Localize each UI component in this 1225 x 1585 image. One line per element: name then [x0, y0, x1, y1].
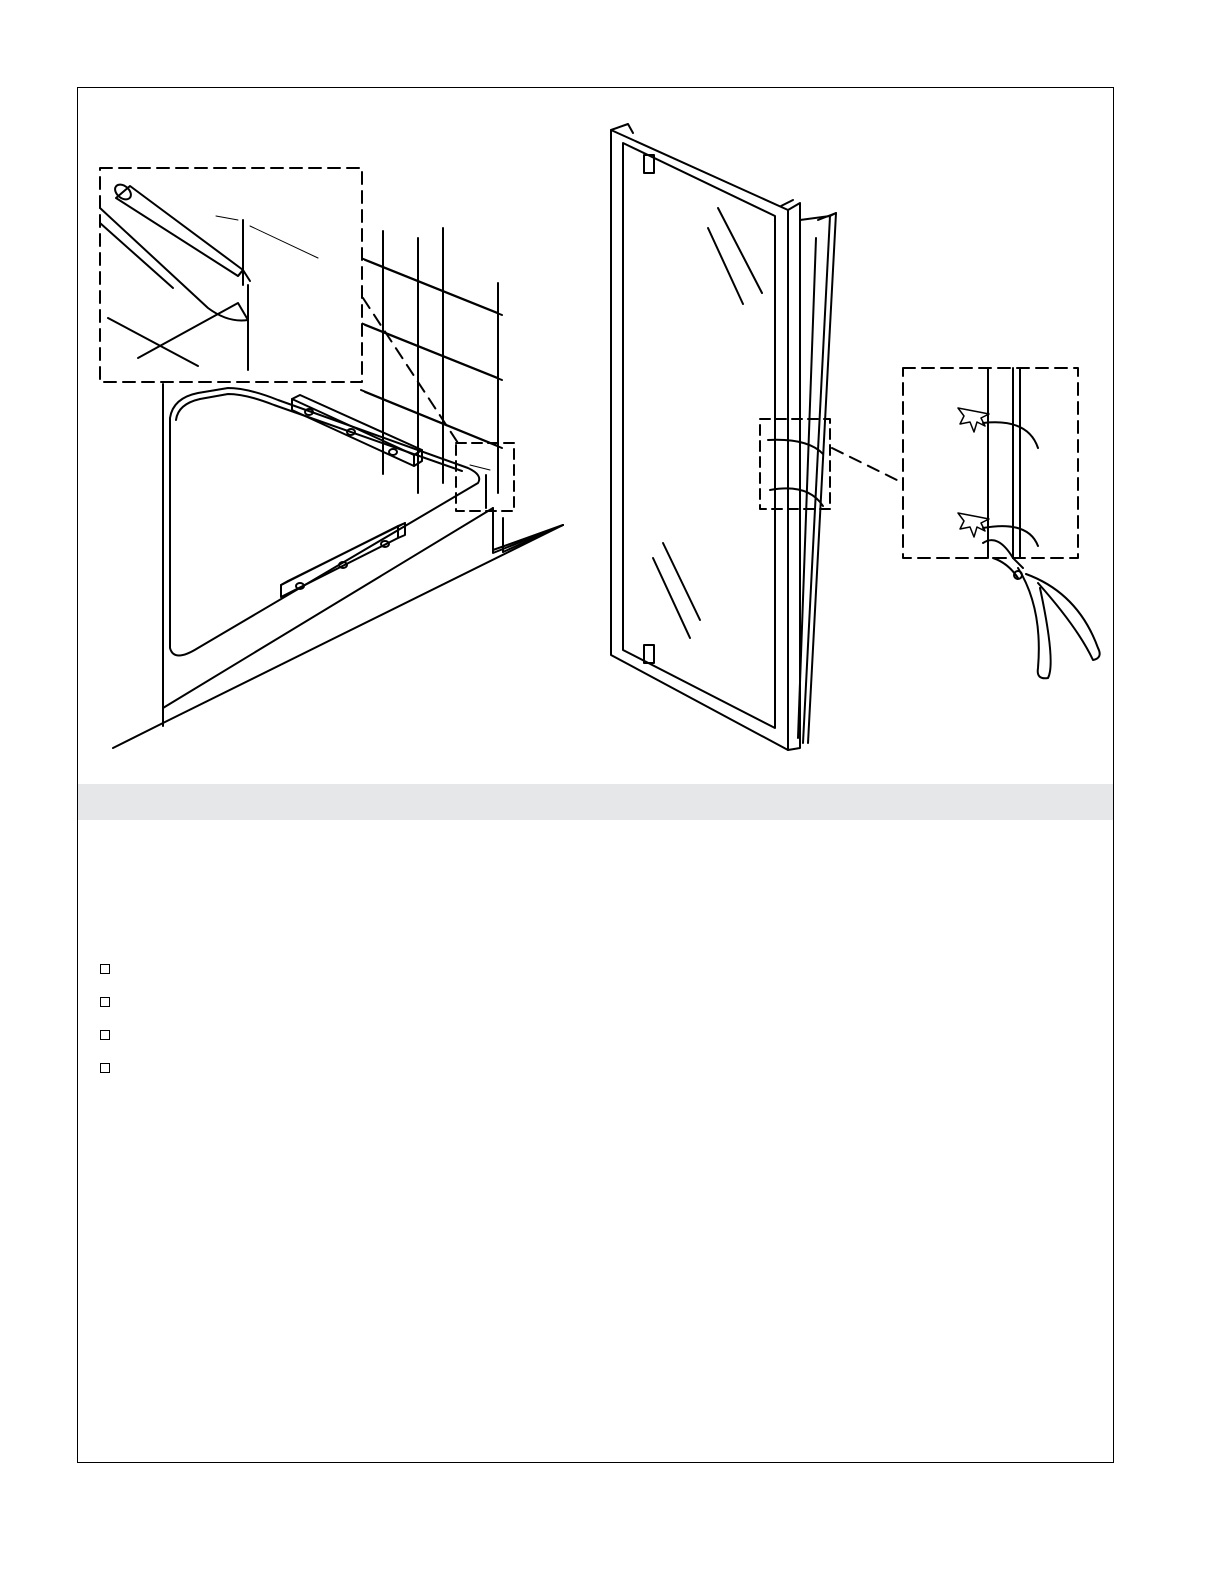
cut-ties-callout — [903, 368, 1100, 678]
checkbox[interactable] — [100, 1030, 110, 1040]
checkbox[interactable] — [100, 997, 110, 1007]
checkbox[interactable] — [100, 964, 110, 974]
checklist-item[interactable] — [100, 952, 120, 985]
checklist-item[interactable] — [100, 1051, 120, 1084]
shower-base-scene — [100, 168, 563, 748]
tile-wall — [361, 228, 502, 493]
pencil-mark-callout — [100, 168, 362, 382]
step-header-band — [78, 784, 1113, 820]
level-back — [292, 395, 422, 466]
level-front — [281, 523, 405, 597]
step-checklist — [100, 952, 120, 1084]
checklist-item[interactable] — [100, 985, 120, 1018]
checklist-item[interactable] — [100, 1018, 120, 1051]
checkbox[interactable] — [100, 1063, 110, 1073]
instruction-frame — [77, 87, 1114, 1463]
installation-illustration — [78, 88, 1113, 784]
door-panel-scene — [611, 124, 1100, 750]
